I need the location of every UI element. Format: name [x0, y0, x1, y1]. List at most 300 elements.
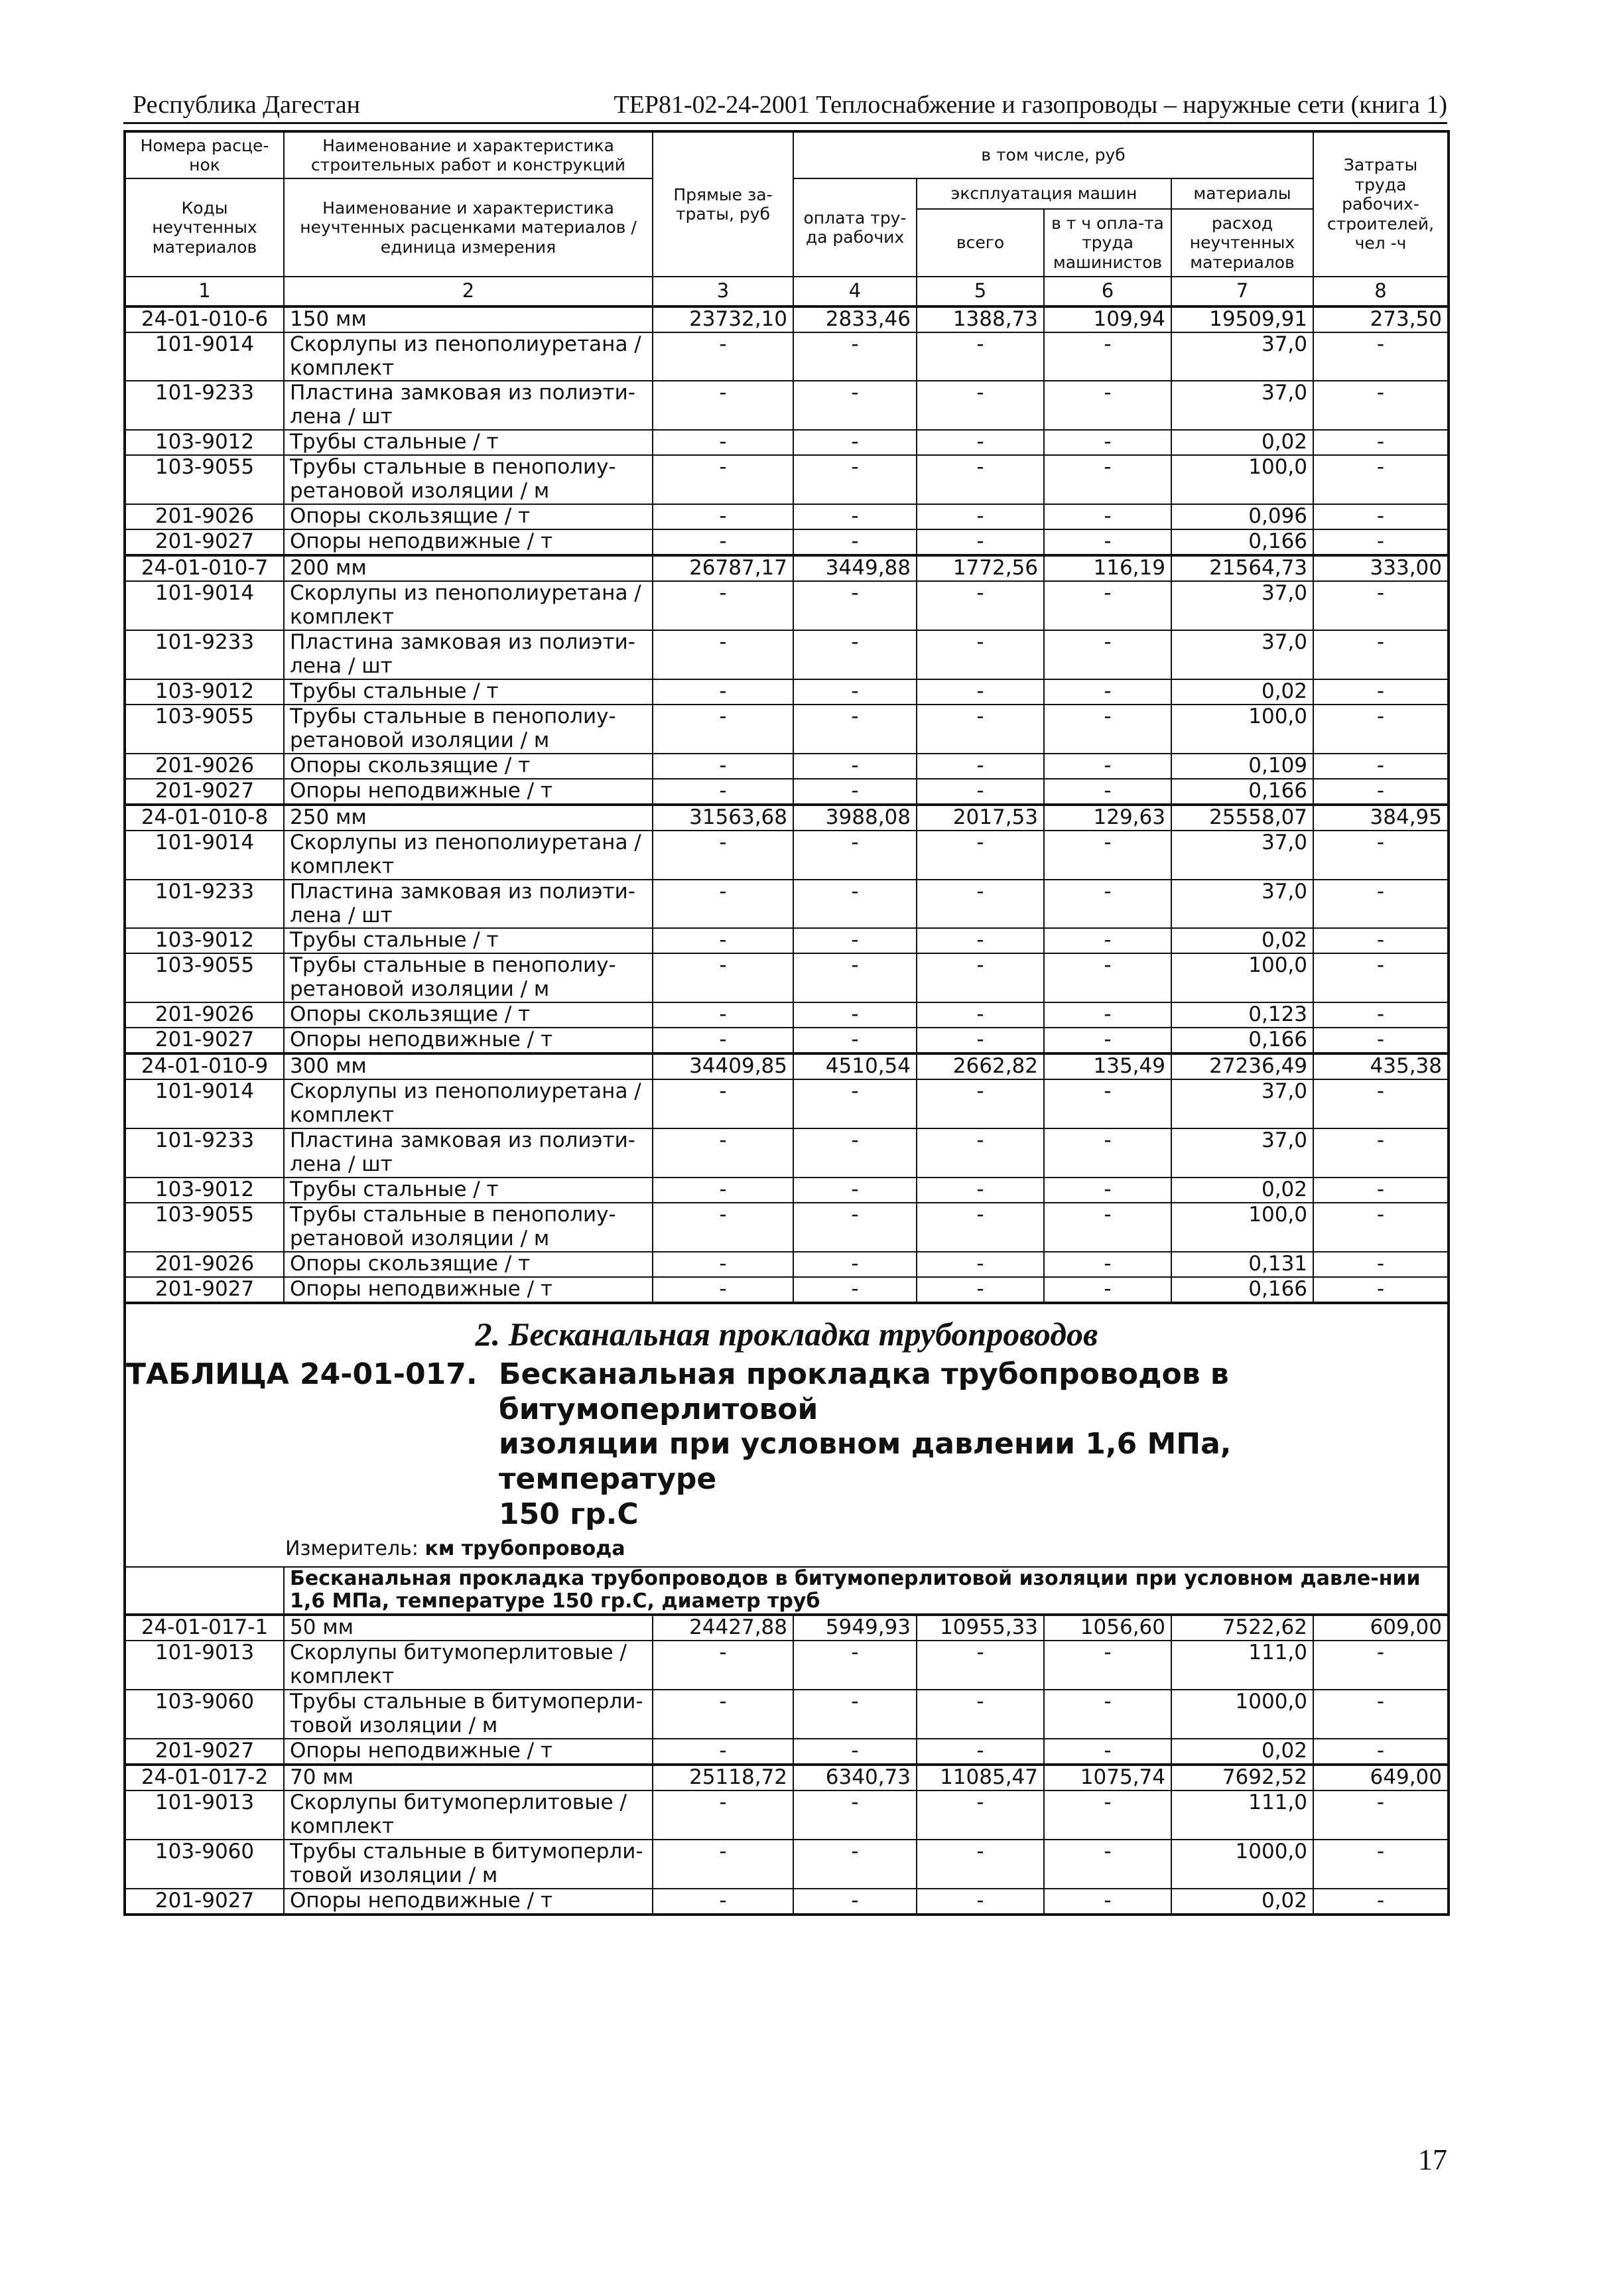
row-name: Трубы стальные / т: [284, 1178, 653, 1203]
row-machinists: -: [1044, 705, 1171, 754]
col-num: 8: [1313, 277, 1449, 306]
row-wages: -: [793, 1840, 917, 1889]
row-materials: 0,02: [1171, 928, 1313, 953]
row-labor: -: [1313, 1690, 1449, 1739]
row-wages: -: [793, 1128, 917, 1178]
row-labor: -: [1313, 831, 1449, 880]
row-labor: -: [1313, 928, 1449, 953]
row-materials: 1000,0: [1171, 1840, 1313, 1889]
row-wages: 5949,93: [793, 1615, 917, 1641]
col-machines-total: всего: [917, 209, 1044, 277]
row-direct-costs: 23732,10: [653, 306, 793, 332]
table-label: ТАБЛИЦА: [126, 1357, 289, 1391]
section-cell: [125, 1303, 1449, 1567]
row-name: Опоры скользящие / т: [284, 1252, 653, 1277]
row-machines-total: -: [917, 1178, 1044, 1203]
row-machinists: -: [1044, 1641, 1171, 1690]
row-name: Скорлупы битумоперлитовые / комплект: [284, 1790, 653, 1840]
row-direct-costs: -: [653, 630, 793, 679]
material-row: [125, 928, 1449, 953]
row-machines-total: -: [917, 504, 1044, 529]
row-materials: 1000,0: [1171, 1690, 1313, 1739]
row-materials: 0,123: [1171, 1002, 1313, 1028]
material-row: [125, 581, 1449, 630]
material-row: [125, 1002, 1449, 1028]
row-code: 101-9233: [125, 1128, 284, 1178]
rates-table: [123, 130, 1450, 1916]
row-machines-total: -: [917, 1079, 1044, 1128]
row-wages: -: [793, 1252, 917, 1277]
row-materials: 37,0: [1171, 831, 1313, 880]
material-row: [125, 1178, 1449, 1203]
row-wages: -: [793, 1690, 917, 1739]
row-wages: -: [793, 1079, 917, 1128]
row-code: 103-9055: [125, 1203, 284, 1252]
row-wages: 3988,08: [793, 805, 917, 831]
row-code: 101-9013: [125, 1641, 284, 1690]
row-materials: 27236,49: [1171, 1053, 1313, 1079]
row-materials: 21564,73: [1171, 555, 1313, 581]
row-wages: -: [793, 332, 917, 381]
row-wages: -: [793, 630, 917, 679]
row-labor: 384,95: [1313, 805, 1449, 831]
row-machines-total: -: [917, 705, 1044, 754]
group-row: [125, 1567, 1449, 1615]
row-wages: 2833,46: [793, 306, 917, 332]
row-direct-costs: -: [653, 1002, 793, 1028]
row-machinists: 135,49: [1044, 1053, 1171, 1079]
row-direct-costs: -: [653, 430, 793, 455]
row-direct-costs: 25118,72: [653, 1765, 793, 1790]
row-direct-costs: -: [653, 705, 793, 754]
material-row: [125, 455, 1449, 504]
row-labor: -: [1313, 430, 1449, 455]
row-wages: -: [793, 1178, 917, 1203]
row-machines-total: 1388,73: [917, 306, 1044, 332]
col-num: 1: [125, 277, 284, 306]
row-materials: 0,166: [1171, 1028, 1313, 1053]
row-materials: 0,166: [1171, 779, 1313, 805]
material-row: [125, 1739, 1449, 1765]
row-direct-costs: -: [653, 1790, 793, 1840]
table-number: 24-01-017.: [300, 1357, 478, 1391]
row-machines-total: 2017,53: [917, 805, 1044, 831]
header-row-1: [125, 131, 1449, 178]
material-row: [125, 504, 1449, 529]
row-name: Опоры скользящие / т: [284, 1002, 653, 1028]
row-materials: 0,02: [1171, 679, 1313, 705]
row-direct-costs: -: [653, 529, 793, 555]
row-machinists: -: [1044, 1840, 1171, 1889]
row-code: 201-9026: [125, 754, 284, 779]
row-labor: 435,38: [1313, 1053, 1449, 1079]
row-machines-total: -: [917, 430, 1044, 455]
row-name: Опоры неподвижные / т: [284, 1739, 653, 1765]
material-row: [125, 754, 1449, 779]
material-row: [125, 1840, 1449, 1889]
row-labor: -: [1313, 1790, 1449, 1840]
row-machines-total: -: [917, 1252, 1044, 1277]
row-code: 101-9233: [125, 880, 284, 929]
row-materials: 0,02: [1171, 1889, 1313, 1915]
material-row: [125, 332, 1449, 381]
row-machines-total: -: [917, 1028, 1044, 1053]
row-machinists: -: [1044, 1079, 1171, 1128]
row-wages: 6340,73: [793, 1765, 917, 1790]
row-machinists: -: [1044, 928, 1171, 953]
row-name: Трубы стальные в битумоперли-товой изоляции / м: [284, 1840, 653, 1889]
row-machines-total: -: [917, 455, 1044, 504]
col-materials-sub: расход неучтенных материалов: [1171, 209, 1313, 277]
row-machines-total: 1772,56: [917, 555, 1044, 581]
row-name: Опоры неподвижные / т: [284, 1889, 653, 1915]
col-num: 7: [1171, 277, 1313, 306]
row-name: Скорлупы из пенополиуретана / комплект: [284, 332, 653, 381]
row-wages: -: [793, 705, 917, 754]
row-direct-costs: -: [653, 1277, 793, 1303]
row-direct-costs: -: [653, 1840, 793, 1889]
row-labor: -: [1313, 630, 1449, 679]
row-machinists: -: [1044, 953, 1171, 1002]
row-direct-costs: -: [653, 1203, 793, 1252]
row-labor: 609,00: [1313, 1615, 1449, 1641]
row-wages: -: [793, 529, 917, 555]
col-num: 4: [793, 277, 917, 306]
row-machines-total: -: [917, 381, 1044, 430]
row-code: 103-9055: [125, 705, 284, 754]
row-code: 201-9027: [125, 1277, 284, 1303]
material-row: [125, 1079, 1449, 1128]
row-name: Трубы стальные в битумоперли-товой изоляции / м: [284, 1690, 653, 1739]
row-machinists: -: [1044, 1690, 1171, 1739]
row-machines-total: -: [917, 679, 1044, 705]
row-name: Трубы стальные / т: [284, 928, 653, 953]
row-machinists: -: [1044, 679, 1171, 705]
row-materials: 100,0: [1171, 455, 1313, 504]
row-code: 103-9012: [125, 430, 284, 455]
col-material-names: Наименование и характеристика неучтенных расценками материалов / единица измерения: [284, 178, 653, 277]
col-work-name: Наименование и характеристика строительных работ и конструкций: [284, 131, 653, 178]
group-empty-cell: [125, 1567, 284, 1615]
row-code: 24-01-010-9: [125, 1053, 284, 1079]
row-direct-costs: -: [653, 953, 793, 1002]
row-labor: -: [1313, 529, 1449, 555]
material-row: [125, 1690, 1449, 1739]
row-wages: 3449,88: [793, 555, 917, 581]
row-machinists: -: [1044, 1252, 1171, 1277]
row-machinists: -: [1044, 880, 1171, 929]
material-row: [125, 381, 1449, 430]
row-name: 50 мм: [284, 1615, 653, 1641]
col-num: 6: [1044, 277, 1171, 306]
row-labor: -: [1313, 1128, 1449, 1178]
material-row: [125, 1277, 1449, 1303]
row-labor: -: [1313, 1178, 1449, 1203]
row-name: Пластина замковая из полиэти-лена / шт: [284, 880, 653, 929]
row-direct-costs: -: [653, 928, 793, 953]
row-code: 101-9013: [125, 1790, 284, 1840]
row-name: Опоры неподвижные / т: [284, 1028, 653, 1053]
row-machines-total: -: [917, 779, 1044, 805]
row-code: 103-9012: [125, 679, 284, 705]
material-row: [125, 1252, 1449, 1277]
row-code: 101-9233: [125, 381, 284, 430]
row-machinists: -: [1044, 581, 1171, 630]
row-materials: 111,0: [1171, 1790, 1313, 1840]
row-materials: 0,166: [1171, 529, 1313, 555]
row-machines-total: -: [917, 831, 1044, 880]
material-row: [125, 529, 1449, 555]
row-code: 103-9055: [125, 455, 284, 504]
row-name: Скорлупы из пенополиуретана / комплект: [284, 1079, 653, 1128]
row-machines-total: 11085,47: [917, 1765, 1044, 1790]
row-labor: 649,00: [1313, 1765, 1449, 1790]
table-title-line-3: 150 гр.С: [499, 1497, 639, 1531]
row-machinists: -: [1044, 381, 1171, 430]
row-machines-total: -: [917, 880, 1044, 929]
row-machinists: -: [1044, 529, 1171, 555]
col-num: 5: [917, 277, 1044, 306]
col-machinists: в т ч опла-та труда машинистов: [1044, 209, 1171, 277]
meter-value: км трубопровода: [424, 1536, 625, 1560]
row-name: Скорлупы из пенополиуретана / комплект: [284, 831, 653, 880]
row-labor: -: [1313, 754, 1449, 779]
row-code: 24-01-010-7: [125, 555, 284, 581]
row-code: 201-9026: [125, 1002, 284, 1028]
row-machines-total: -: [917, 1203, 1044, 1252]
row-wages: -: [793, 581, 917, 630]
row-machines-total: -: [917, 1889, 1044, 1915]
row-machinists: -: [1044, 831, 1171, 880]
row-code: 201-9026: [125, 504, 284, 529]
row-materials: 0,109: [1171, 754, 1313, 779]
material-row: [125, 1641, 1449, 1690]
row-labor: -: [1313, 332, 1449, 381]
row-wages: -: [793, 1002, 917, 1028]
row-wages: -: [793, 1739, 917, 1765]
row-name: Опоры неподвижные / т: [284, 529, 653, 555]
row-direct-costs: -: [653, 880, 793, 929]
row-machines-total: -: [917, 1002, 1044, 1028]
row-labor: -: [1313, 705, 1449, 754]
row-machines-total: -: [917, 1641, 1044, 1690]
row-wages: -: [793, 679, 917, 705]
row-name: Трубы стальные / т: [284, 430, 653, 455]
row-wages: -: [793, 1277, 917, 1303]
row-machinists: -: [1044, 1203, 1171, 1252]
col-material-codes: Коды неучтенных материалов: [125, 178, 284, 277]
row-code: 103-9012: [125, 928, 284, 953]
row-code: 201-9027: [125, 1028, 284, 1053]
row-name: 200 мм: [284, 555, 653, 581]
row-machinists: -: [1044, 504, 1171, 529]
material-row: [125, 1889, 1449, 1915]
row-name: Опоры неподвижные / т: [284, 779, 653, 805]
col-num: 2: [284, 277, 653, 306]
row-direct-costs: -: [653, 332, 793, 381]
row-wages: -: [793, 953, 917, 1002]
row-materials: 19509,91: [1171, 306, 1313, 332]
row-code: 201-9027: [125, 779, 284, 805]
row-code: 24-01-010-6: [125, 306, 284, 332]
col-rate-number: Номера расце-нок: [125, 131, 284, 178]
rate-row: [125, 306, 1449, 332]
row-labor: -: [1313, 1889, 1449, 1915]
rate-row: [125, 555, 1449, 581]
row-direct-costs: -: [653, 504, 793, 529]
row-machinists: -: [1044, 1002, 1171, 1028]
row-direct-costs: -: [653, 1252, 793, 1277]
row-labor: -: [1313, 1840, 1449, 1889]
row-direct-costs: -: [653, 679, 793, 705]
rate-row: [125, 1765, 1449, 1790]
row-name: 250 мм: [284, 805, 653, 831]
col-machines: эксплуатация машин: [917, 178, 1171, 209]
row-name: Опоры неподвижные / т: [284, 1277, 653, 1303]
row-wages: -: [793, 430, 917, 455]
row-machinists: -: [1044, 1739, 1171, 1765]
row-code: 103-9060: [125, 1840, 284, 1889]
row-labor: -: [1313, 581, 1449, 630]
row-materials: 100,0: [1171, 953, 1313, 1002]
page-number: 17: [1418, 2143, 1447, 2176]
column-numbers-row: [125, 277, 1449, 306]
row-labor: -: [1313, 1203, 1449, 1252]
row-labor: -: [1313, 1641, 1449, 1690]
row-code: 101-9233: [125, 630, 284, 679]
row-code: 103-9060: [125, 1690, 284, 1739]
row-labor: -: [1313, 455, 1449, 504]
row-labor: 333,00: [1313, 555, 1449, 581]
row-wages: -: [793, 754, 917, 779]
row-direct-costs: -: [653, 1641, 793, 1690]
row-name: 300 мм: [284, 1053, 653, 1079]
row-machinists: -: [1044, 1790, 1171, 1840]
material-row: [125, 1203, 1449, 1252]
row-machinists: -: [1044, 754, 1171, 779]
row-labor: -: [1313, 1739, 1449, 1765]
row-materials: 100,0: [1171, 705, 1313, 754]
row-name: Опоры скользящие / т: [284, 754, 653, 779]
row-machines-total: -: [917, 1690, 1044, 1739]
row-name: 150 мм: [284, 306, 653, 332]
row-machines-total: -: [917, 928, 1044, 953]
rate-row: [125, 805, 1449, 831]
row-name: 70 мм: [284, 1765, 653, 1790]
row-code: 24-01-010-8: [125, 805, 284, 831]
row-direct-costs: -: [653, 754, 793, 779]
row-labor: -: [1313, 679, 1449, 705]
section-title: 2. Бесканальная прокладка трубопроводов: [475, 1315, 1098, 1353]
row-materials: 37,0: [1171, 1128, 1313, 1178]
rate-row: [125, 1053, 1449, 1079]
material-row: [125, 630, 1449, 679]
row-machines-total: -: [917, 953, 1044, 1002]
row-labor: -: [1313, 504, 1449, 529]
row-direct-costs: -: [653, 1028, 793, 1053]
row-code: 201-9027: [125, 1889, 284, 1915]
material-row: [125, 1028, 1449, 1053]
row-wages: -: [793, 1028, 917, 1053]
row-machinists: 1056,60: [1044, 1615, 1171, 1641]
col-wages: оплата тру-да рабочих: [793, 178, 917, 277]
row-machinists: 116,19: [1044, 555, 1171, 581]
row-direct-costs: -: [653, 1178, 793, 1203]
row-machinists: -: [1044, 779, 1171, 805]
row-wages: -: [793, 381, 917, 430]
section-row: [125, 1303, 1449, 1567]
row-direct-costs: -: [653, 1889, 793, 1915]
row-code: 24-01-017-1: [125, 1615, 284, 1641]
material-row: [125, 1128, 1449, 1178]
meter-line: [126, 1532, 1447, 1564]
row-machines-total: 2662,82: [917, 1053, 1044, 1079]
rate-row: [125, 1615, 1449, 1641]
row-direct-costs: -: [653, 581, 793, 630]
row-name: Скорлупы из пенополиуретана / комплект: [284, 581, 653, 630]
row-name: Пластина замковая из полиэти-лена / шт: [284, 630, 653, 679]
col-including: в том числе, руб: [793, 131, 1313, 178]
table-title-line-2: изоляции при условном давлении 1,6 МПа, температуре: [499, 1427, 1232, 1497]
row-materials: 0,02: [1171, 1178, 1313, 1203]
row-materials: 7692,52: [1171, 1765, 1313, 1790]
page-header: [123, 85, 1447, 122]
row-machinists: -: [1044, 1178, 1171, 1203]
row-name: Пластина замковая из полиэти-лена / шт: [284, 381, 653, 430]
row-materials: 37,0: [1171, 332, 1313, 381]
row-wages: -: [793, 1889, 917, 1915]
material-row: [125, 1790, 1449, 1840]
table-title-line-1: Бесканальная прокладка трубопроводов в битумоперлитовой: [499, 1357, 1229, 1426]
row-code: 201-9027: [125, 529, 284, 555]
row-direct-costs: -: [653, 1079, 793, 1128]
material-row: [125, 779, 1449, 805]
header-region: Республика Дагестан: [133, 91, 360, 119]
row-machines-total: 10955,33: [917, 1615, 1044, 1641]
row-direct-costs: -: [653, 1128, 793, 1178]
material-row: [125, 831, 1449, 880]
material-row: [125, 705, 1449, 754]
row-direct-costs: 24427,88: [653, 1615, 793, 1641]
row-machines-total: -: [917, 1739, 1044, 1765]
row-labor: -: [1313, 1028, 1449, 1053]
row-machinists: -: [1044, 455, 1171, 504]
row-direct-costs: 34409,85: [653, 1053, 793, 1079]
row-wages: 4510,54: [793, 1053, 917, 1079]
row-labor: -: [1313, 953, 1449, 1002]
row-machines-total: -: [917, 529, 1044, 555]
row-materials: 37,0: [1171, 880, 1313, 929]
row-materials: 0,166: [1171, 1277, 1313, 1303]
row-code: 103-9012: [125, 1178, 284, 1203]
row-machines-total: -: [917, 754, 1044, 779]
header-rule: [123, 122, 1447, 124]
row-wages: -: [793, 1203, 917, 1252]
row-wages: -: [793, 880, 917, 929]
row-direct-costs: -: [653, 779, 793, 805]
row-name: Опоры скользящие / т: [284, 504, 653, 529]
row-machines-total: -: [917, 1277, 1044, 1303]
row-name: Скорлупы битумоперлитовые / комплект: [284, 1641, 653, 1690]
row-machinists: -: [1044, 1889, 1171, 1915]
row-labor: -: [1313, 1002, 1449, 1028]
row-code: 201-9026: [125, 1252, 284, 1277]
row-code: 101-9014: [125, 332, 284, 381]
row-labor: 273,50: [1313, 306, 1449, 332]
col-direct-costs: Прямые за-траты, руб: [653, 131, 793, 277]
row-machines-total: -: [917, 332, 1044, 381]
row-direct-costs: -: [653, 455, 793, 504]
